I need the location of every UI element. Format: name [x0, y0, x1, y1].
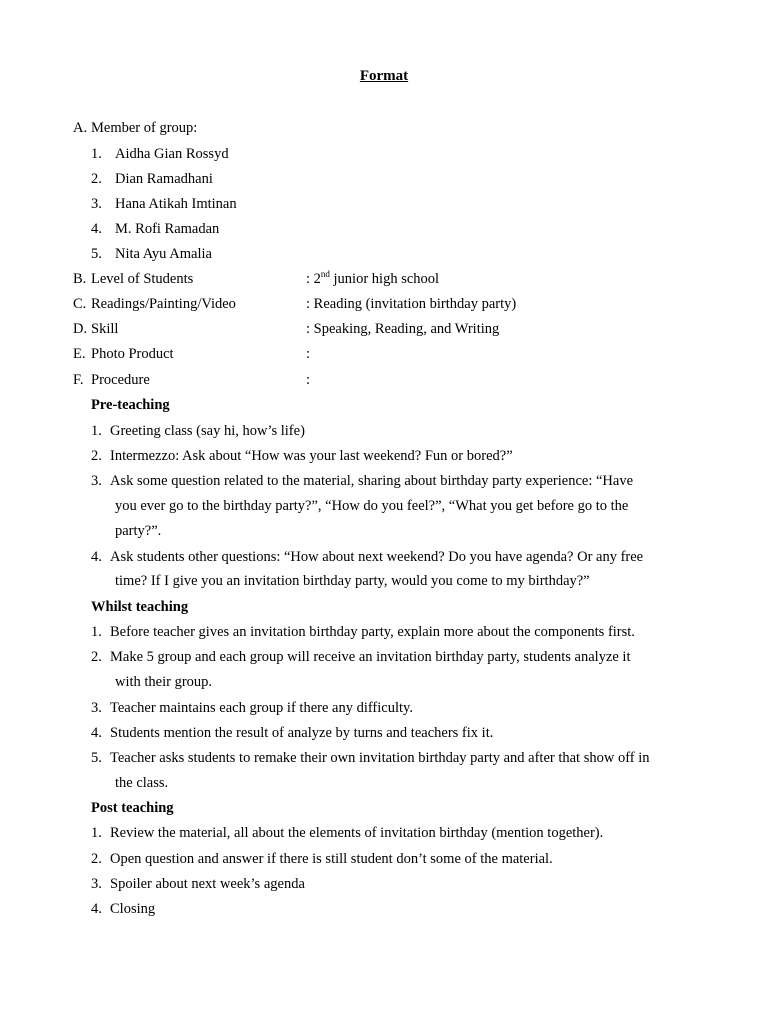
section-c-value: : Reading (invitation birthday party)	[306, 296, 517, 312]
member-number: 4.	[91, 221, 102, 237]
step-text: Review the material, all about the elements of invitation birthday (mention together).	[110, 825, 604, 841]
step-text: Spoiler about next week’s agenda	[110, 876, 305, 892]
step-text: Make 5 group and each group will receive an invitation birthday party, students analyze it	[110, 649, 631, 665]
member-name: Aidha Gian Rossyd	[115, 146, 229, 162]
member-name: Dian Ramadhani	[115, 171, 213, 187]
step-text-continued: with their group.	[115, 674, 213, 690]
section-e-value: :	[306, 346, 311, 362]
section-d-label: Skill	[91, 321, 119, 337]
section-f-label: Procedure	[91, 372, 150, 388]
page-title: Format	[359, 68, 409, 84]
section-c-label: Readings/Painting/Video	[91, 296, 236, 312]
section-d-value: : Speaking, Reading, and Writing	[306, 321, 500, 337]
step-number: 4.	[91, 901, 102, 917]
step-number: 1.	[91, 423, 102, 439]
step-text: Greeting class (say hi, how’s life)	[110, 423, 305, 439]
section-e-label: Photo Product	[91, 346, 174, 362]
step-text: Intermezzo: Ask about “How was your last weekend? Fun or bored?”	[110, 448, 513, 464]
step-number: 2.	[91, 649, 102, 665]
member-number: 5.	[91, 246, 102, 262]
step-text-continued: party?”.	[115, 523, 162, 539]
step-number: 2.	[91, 851, 102, 867]
step-text: Before teacher gives an invitation birthday party, explain more about the components first.	[110, 624, 635, 640]
step-text-continued: you ever go to the birthday party?”, “How do you feel?”, “What you get before go to the	[115, 498, 629, 514]
step-number: 3.	[91, 876, 102, 892]
member-number: 3.	[91, 196, 102, 212]
member-name: Nita Ayu Amalia	[115, 246, 212, 262]
step-text: Closing	[110, 901, 156, 917]
section-a-label: Member of group:	[91, 120, 198, 136]
step-number: 1.	[91, 624, 102, 640]
member-number: 1.	[91, 146, 102, 162]
step-number: 4.	[91, 549, 102, 565]
section-b-label: Level of Students	[91, 271, 194, 287]
step-text: Ask some question related to the material, sharing about birthday party experience: “Have	[110, 473, 634, 489]
step-number: 4.	[91, 725, 102, 741]
section-b-letter: B.	[73, 271, 87, 287]
step-text: Teacher asks students to remake their own invitation birthday party and after that show off in	[110, 750, 650, 766]
step-text-continued: the class.	[115, 775, 169, 791]
member-name: M. Rofi Ramadan	[115, 221, 220, 237]
pre-teaching-heading: Pre-teaching	[91, 397, 170, 413]
whilst-teaching-heading: Whilst teaching	[91, 599, 189, 615]
section-c-letter: C.	[73, 296, 87, 312]
member-number: 2.	[91, 171, 102, 187]
post-teaching-heading: Post teaching	[91, 800, 174, 816]
section-f-letter: F.	[73, 372, 84, 388]
step-text: Open question and answer if there is still student don’t some of the material.	[110, 851, 553, 867]
section-e-letter: E.	[73, 346, 86, 362]
step-text: Ask students other questions: “How about next weekend? Do you have agenda? Or any free	[110, 549, 644, 565]
step-number: 1.	[91, 825, 102, 841]
step-text: Teacher maintains each group if there any difficulty.	[110, 700, 413, 716]
step-number: 5.	[91, 750, 102, 766]
step-number: 3.	[91, 473, 102, 489]
member-name: Hana Atikah Imtinan	[115, 196, 237, 212]
section-d-letter: D.	[73, 321, 88, 337]
step-number: 2.	[91, 448, 102, 464]
step-text-continued: time? If I give you an invitation birthday party, would you come to my birthday?”	[115, 573, 590, 589]
section-a-letter: A.	[73, 120, 88, 136]
section-f-value: :	[306, 372, 311, 388]
step-text: Students mention the result of analyze by turns and teachers fix it.	[110, 725, 494, 741]
section-b-value: : 2nd junior high school	[306, 269, 440, 287]
step-number: 3.	[91, 700, 102, 716]
